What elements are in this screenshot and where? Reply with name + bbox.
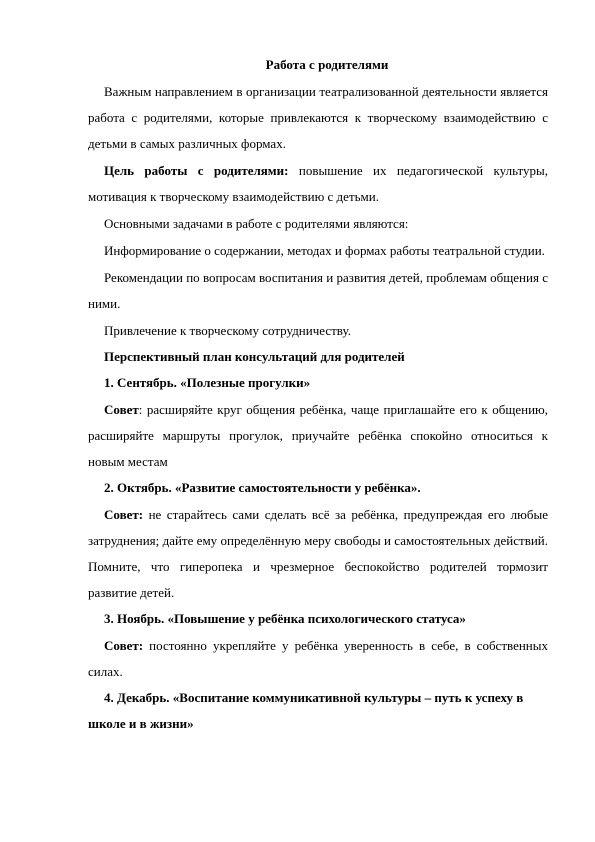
item-advice-3	[88, 633, 548, 685]
advice-label-3: Совет:	[104, 638, 144, 653]
item-heading-3: 3. Ноябрь. «Повышение у ребёнка психологического статуса»	[104, 611, 466, 626]
document-title: Работа с родителями	[265, 57, 389, 72]
plan-heading: Перспективный план консультаций для родителей	[104, 349, 405, 364]
task-paragraph-3: Привлечение к творческому сотрудничеству.	[104, 323, 351, 338]
item-advice-2	[88, 502, 548, 606]
task-paragraph-2: Рекомендации по вопросам воспитания и развития детей, проблемам общения с ними.	[88, 270, 548, 311]
goal-text: повышение их педагогической культуры, мотивация к творческому взаимодействию с детьми.	[88, 163, 548, 204]
advice-text-2: не старайтесь сами сделать всё за ребёнка, предупреждая его любые затруднения; дайте ему определённую меру свободы и самостоятельных действий. Помните, что гиперопека и чрезмерное беспокойство родителей тормозит развитие детей.	[88, 507, 548, 600]
advice-text-1: : расширяйте круг общения ребёнка, чаще приглашайте его к общению, расширяйте маршруты прогулок, приучайте ребёнка спокойно относиться к новым местам	[88, 402, 548, 469]
advice-label-2: Совет:	[104, 507, 144, 522]
item-advice-1	[88, 397, 548, 475]
advice-text-3: постоянно укрепляйте у ребёнка уверенность в себе, в собственных силах.	[88, 638, 548, 679]
goal-paragraph	[88, 158, 548, 210]
item-heading-4: 4. Декабрь. «Воспитание коммуникативной культуры – путь к успеху в школе и в жизни»	[88, 690, 524, 731]
goal-label: Цель работы с родителями:	[104, 163, 289, 178]
task-paragraph-1: Информирование о содержании, методах и формах работы театральной студии.	[104, 243, 545, 258]
advice-label-1: Совет	[104, 402, 139, 417]
item-heading-2: 2. Октябрь. «Развитие самостоятельности у ребёнка».	[104, 480, 421, 495]
item-heading-1: 1. Сентябрь. «Полезные прогулки»	[104, 375, 311, 390]
tasks-intro-paragraph: Основными задачами в работе с родителями являются:	[104, 216, 409, 231]
document-body	[88, 52, 548, 737]
intro-paragraph: Важным направлением в организации театрализованной деятельности является работа с родителями, которые привлекаются к творческому взаимодействию с детьми в самых различных формах.	[88, 84, 548, 151]
